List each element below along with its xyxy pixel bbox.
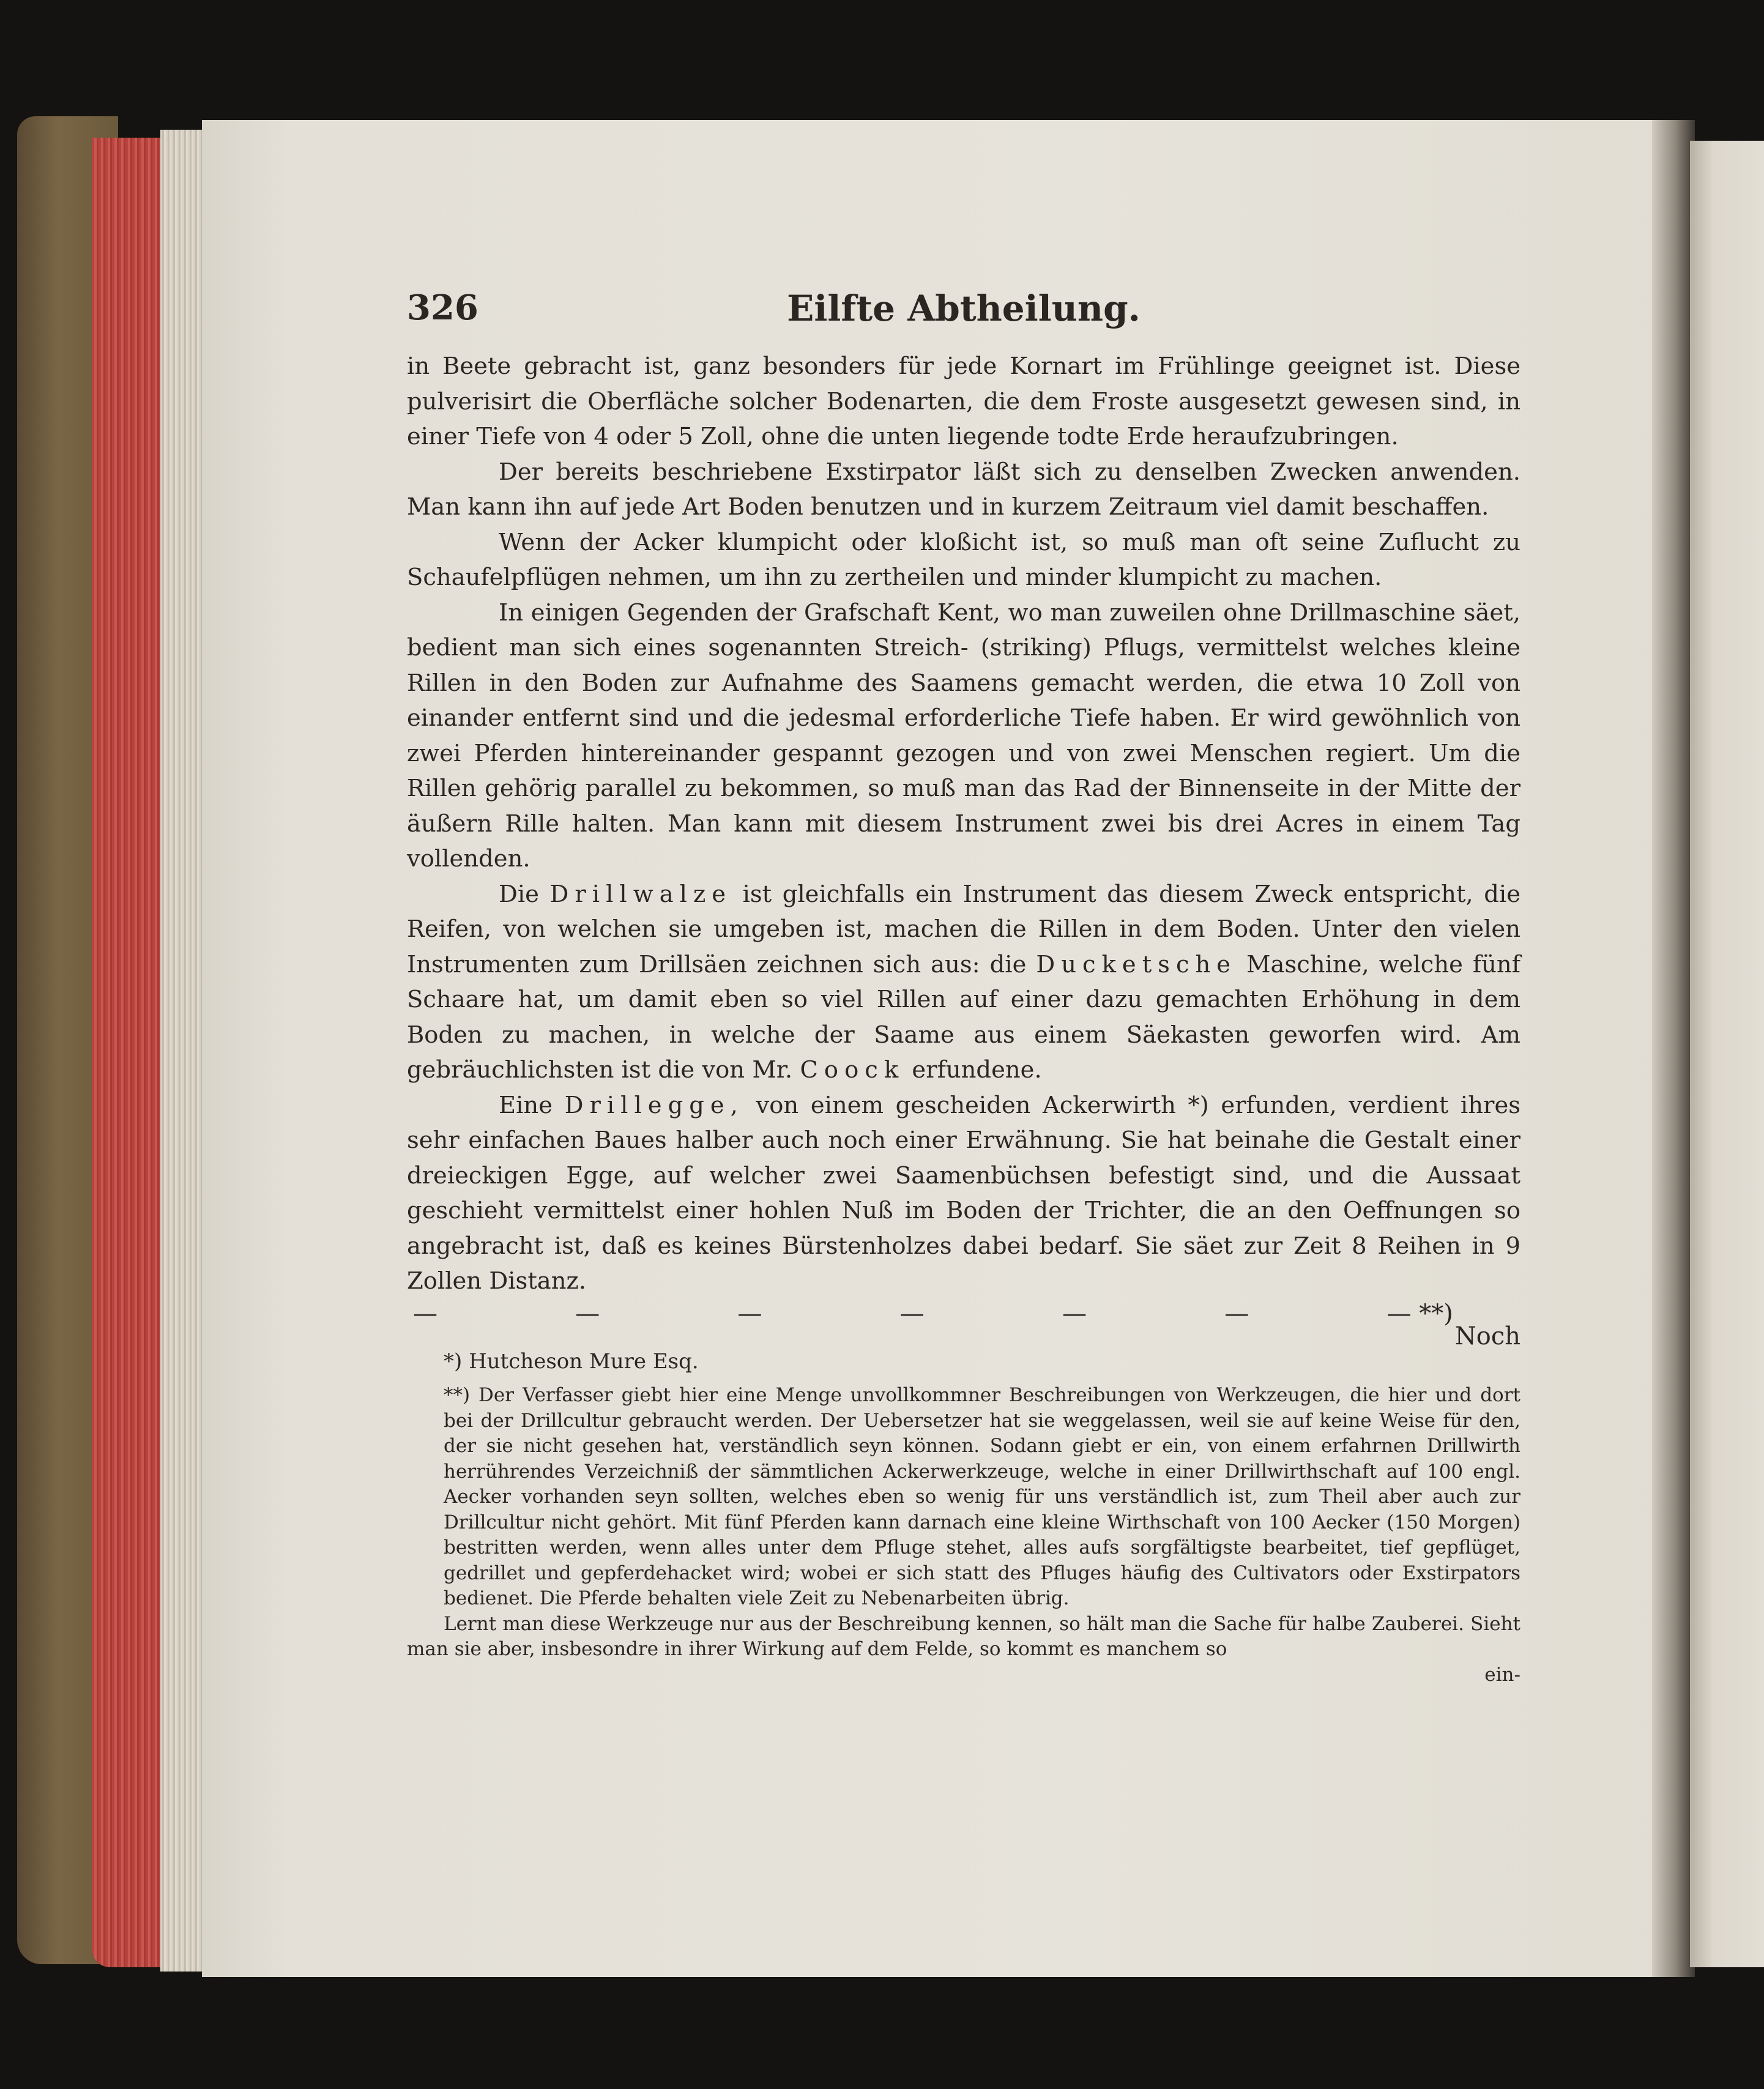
catchword: Noch: [1454, 1322, 1520, 1350]
footnotes: [407, 1349, 1520, 1688]
page-number: 326: [407, 288, 478, 328]
paragraph: Wenn der Acker klumpicht oder kloßicht ist, so muß man oft seine Zuflucht zu Schaufelpflügen nehmen, um ihn zu zertheilen und minder klumpicht zu machen.: [407, 528, 1520, 591]
dash: —: [575, 1299, 600, 1328]
text-run: Maschine, welche fünf Schaare hat, um damit eben so viel Rillen auf einer dazu gemachten Erhöhung in dem Boden zu machen, in welche der Saame aus einem Säekasten geworfen wird. Am gebräuchlichsten ist die von Mr.: [407, 950, 1520, 1084]
text-run: Eine: [499, 1091, 553, 1119]
footnote-continuation: Lernt man diese Werkzeuge nur aus der Beschreibung kennen, so hält man die Sache für halbe Zauberei. Sieht man sie aber, insbesondre in ihrer Wirkung auf dem Felde, so kommt es manchem so: [407, 1612, 1520, 1660]
facing-page-edge: [1690, 141, 1764, 1967]
paragraph: In einigen Gegenden der Grafschaft Kent, wo man zuweilen ohne Drillmaschine säet, bedient man sich eines sogenannten Streich- (striking) Pflugs, vermittelst welches kleine Rillen in den Boden zur Aufnahme des Saamens gemacht werden, die etwa 10 Zoll von einander entfernt sind und die jedesmal erforderliche Tiefe haben. Er wird gewöhnlich von zwei Pferden hintereinander gespannt gezogen und von zwei Menschen regiert. Um die Rillen gehörig parallel zu bekommen, so muß man das Rad der Binnenseite in der Mitte der äußern Rille halten. Man kann mit diesem Instrument zwei bis drei Acres in einem Tag vollenden.: [407, 598, 1520, 873]
paragraph: in Beete gebracht ist, ganz besonders für jede Kornart im Frühlinge geeignet ist. Diese pulverisirt die Oberfläche solcher Bodenarten, die dem Froste ausgesetzt gewesen sind, in einer Tiefe von 4 oder 5 Zoll, ohne die unten liegende todte Erde heraufzubringen.: [407, 352, 1520, 450]
running-head: Eilfte Abtheilung.: [787, 288, 1141, 329]
paragraph: [407, 1088, 1520, 1299]
paragraph: Der bereits beschriebene Exstirpator läßt sich zu denselben Zwecken anwenden. Man kann ihn auf jede Art Boden benutzen und in kurzem Zeitraum viel damit beschaffen.: [407, 458, 1520, 521]
text-run: ist gleichfalls ein Instrument das diesem Zweck entspricht, die Reifen, von welchen sie umgeben ist, machen die Rillen in dem Boden. Unter den vielen Instrumenten zum Drillsäen zeichnen sich aus: die: [407, 880, 1520, 978]
paragraph: [407, 877, 1520, 1088]
dash: —: [1224, 1299, 1249, 1328]
footnote: **) Der Verfasser giebt hier eine Menge unvollkommner Beschreibungen von Werkzeugen, die hier und dort bei der Drillcultur gebraucht werden. Der Uebersetzer hat sie weggelassen, weil sie auf keine Weise für den, der sie nicht gesehen hat, verständlich seyn können. Sodann giebt er ein, von einem erfahrnen Drillwirth herrührendes Verzeichniß der sämmtlichen Ackerwerkzeuge, welche in einer Drillwirthschaft auf 100 engl. Aecker vorhanden seyn sollten, welches eben so wenig für uns verständlich ist, zum Theil aber auch zur Drillcultur nicht gehört. Mit fünf Pferden kann darnach eine kleine Wirthschaft von 100 Aecker (150 Morgen) bestritten werden, wenn alles unter dem Pfluge stehet, alles aufs sorgfältigste bearbeitet, tief gepflüget, gedrillet und gepferdehacket wird; wobei er sich statt des Pfluges häufig des Cultivators oder Exstirpators bedienet. Die Pferde behalten viele Zeit zu Nebenarbeiten übrig.: [444, 1384, 1520, 1609]
page-header: [407, 288, 1520, 343]
emphasized-term: Coock: [800, 1056, 905, 1084]
dash: —: [1062, 1299, 1087, 1328]
footnote: *) Hutcheson Mure Esq.: [444, 1349, 699, 1374]
dash: —: [737, 1299, 762, 1328]
book-gutter: [1652, 120, 1695, 1977]
text-run: Die: [499, 880, 539, 908]
dash: —: [413, 1299, 437, 1328]
emphasized-term: Drillwalze: [549, 880, 732, 908]
page-content: [407, 288, 1520, 1688]
emphasized-term: Ducketsche: [1036, 950, 1237, 978]
text-run: von einem gescheiden Ackerwirth *) erfunden, verdient ihres sehr einfachen Baues halber auch noch einer Erwähnung. Sie hat beinahe die Gestalt einer dreieckigen Egge, auf welcher zwei Saamenbüchsen befestigt sind, und die Aussaat geschieht vermittelst einer hohlen Nuß im Boden der Trichter, die an den Oeffnungen so angebracht ist, daß es keines Bürstenholzes dabei bedarf. Sie säet zur Zeit 8 Reihen in 9 Zollen Distanz.: [407, 1091, 1520, 1295]
body-text: [407, 349, 1520, 1299]
text-run: erfundene.: [912, 1056, 1042, 1084]
dash-with-note-ref: — **): [1386, 1299, 1453, 1328]
emphasized-term: Drillegge,: [564, 1091, 744, 1119]
dash: —: [899, 1299, 925, 1328]
red-page-edges: [92, 138, 165, 1967]
footnote-catchword: ein-: [1484, 1663, 1520, 1686]
